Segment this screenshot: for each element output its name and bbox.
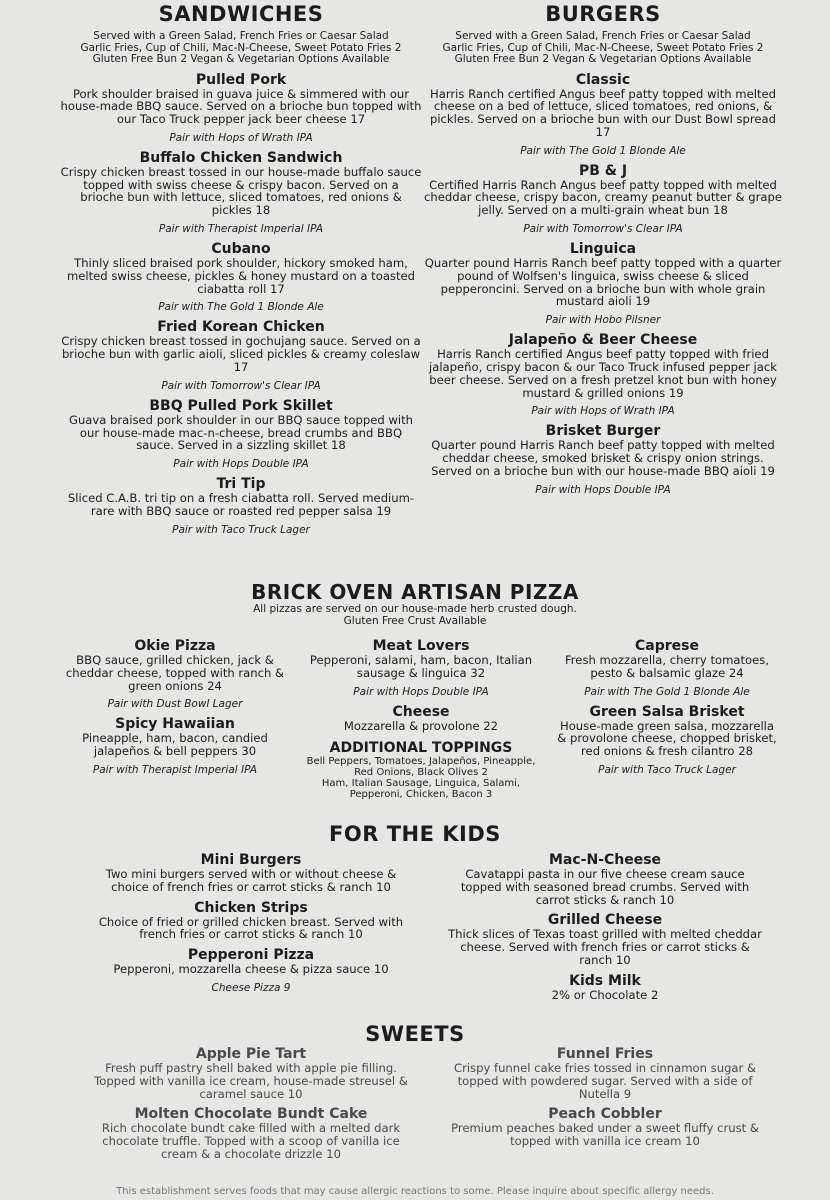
menu-item-name: Tri Tip xyxy=(216,476,266,493)
pizza-note: All pizzas are served on our house-made herb crusted dough. Gluten Free Crust Available xyxy=(253,603,577,627)
menu-item-description: Cavatappi pasta in our five cheese cream sauce topped with seasoned bread crumbs. Served with carrot sticks & ranch 10 xyxy=(460,867,750,907)
sandwiches-note: Served with a Green Salad, French Fries or Caesar Salad Garlic Fries, Cup of Chili, Mac-N-Cheese, Sweet Potato Fries 2 Gluten Free Bun 2 Vegan & Vegetarian Options Available xyxy=(80,30,402,65)
menu-item-name: Caprese xyxy=(635,638,699,654)
menu-item-pairing: Pair with The Gold 1 Blonde Ale xyxy=(584,685,750,698)
menu-item-pairing: Pair with Taco Truck Lager xyxy=(598,763,736,776)
menu-item-name: Peach Cobbler xyxy=(548,1106,662,1123)
menu-item-description: Mozzarella & provolone 22 xyxy=(343,718,499,733)
sandwiches-title: SANDWICHES xyxy=(158,2,324,26)
menu-item-description: Quarter pound Harris Ranch beef patty topped with a quarter pound of Wolfsen's linguica, swiss cheese & sliced pepperoncini. Served on a brioche bun with whole grain mustard aioli 19 xyxy=(424,256,782,309)
menu-item-pairing: Pair with Dust Bowl Lager xyxy=(107,698,243,711)
menu-item-pairing: Pair with Hops Double IPA xyxy=(535,483,671,496)
menu-item-pairing: Pair with Therapist Imperial IPA xyxy=(158,223,324,236)
menu-item-name: Pepperoni Pizza xyxy=(187,947,315,964)
menu-item xyxy=(56,241,426,313)
menu-item-name: Molten Chocolate Bundt Cake xyxy=(134,1106,368,1123)
menu-item-name: Apple Pie Tart xyxy=(195,1046,307,1062)
menu-item-name: Jalapeño & Beer Cheese xyxy=(508,332,698,349)
pizza-right-column xyxy=(552,632,782,776)
menu-item-description: Certified Harris Ranch Angus beef patty topped with melted cheddar cheese, crispy bacon, creamy peanut butter & grape jelly. Served on a multi-grain wheat bun 18 xyxy=(424,177,782,218)
pizza-header xyxy=(0,582,830,627)
sandwiches-section xyxy=(56,4,426,536)
menu-item-description: Harris Ranch certified Angus beef patty topped with melted cheese on a bed of lettuce, sliced tomatoes, red onions, & pickles. Served on a brioche bun with our Dust Bowl spread 17 xyxy=(429,86,777,139)
menu-item-name: Funnel Fries xyxy=(556,1046,654,1062)
menu-item-pairing: Pair with The Gold 1 Blonde Ale xyxy=(158,301,324,314)
menu-item-description: House-made green salsa, mozzarella & provolone cheese, chopped brisket, red onions & fresh cilantro 28 xyxy=(557,718,777,759)
menu-item-description: Sliced C.A.B. tri tip on a fresh ciabatta roll. Served medium-rare with BBQ sauce or roasted red pepper salsa 19 xyxy=(67,491,415,519)
sweets-title: SWEETS xyxy=(365,1022,465,1046)
menu-item-description: Premium peaches baked under a sweet fluffy crust & topped with vanilla ice cream 10 xyxy=(451,1121,759,1149)
toppings-list: Bell Peppers, Tomatoes, Jalapeños, Pineapple, Red Onions, Black Olives 2 Ham, Italian Sausage, Linguica, Salami, Pepperoni, Chicken, Bacon 3 xyxy=(306,756,536,801)
menu-item xyxy=(56,398,426,470)
menu-item xyxy=(440,1106,770,1148)
menu-item-name: BBQ Pulled Pork Skillet xyxy=(149,397,333,414)
menu-item-description: Crispy funnel cake fries tossed in cinnamon sugar & topped with powdered sugar. Served with a side of Nutella 9 xyxy=(453,1061,757,1101)
toppings-title: ADDITIONAL TOPPINGS xyxy=(329,740,513,757)
menu-item-name: Buffalo Chicken Sandwich xyxy=(139,149,343,166)
menu-item-pairing: Pair with The Gold 1 Blonde Ale xyxy=(520,144,686,157)
menu-item xyxy=(60,716,290,776)
menu-item-description: 2% or Chocolate 2 xyxy=(551,987,659,1002)
menu-item-pairing: Pair with Hops Double IPA xyxy=(173,458,309,471)
menu-item-name: Kids Milk xyxy=(569,972,641,989)
menu-item xyxy=(296,638,546,698)
menu-item-description: Pineapple, ham, bacon, candied jalapeños & bell peppers 30 xyxy=(82,731,268,759)
menu-item xyxy=(440,912,770,966)
kids-header xyxy=(0,824,830,845)
menu-item xyxy=(296,704,546,733)
menu-item xyxy=(86,947,416,994)
menu-item xyxy=(440,1046,770,1100)
menu-item-name: Mini Burgers xyxy=(200,852,302,868)
burgers-section xyxy=(418,4,788,496)
kids-left-column xyxy=(86,846,416,994)
menu-item xyxy=(60,638,290,710)
sweets-left-column xyxy=(86,1040,416,1161)
menu-item-name: PB & J xyxy=(578,162,628,179)
menu-item-pairing: Pair with Hops of Wrath IPA xyxy=(531,405,675,418)
menu-item-pairing: Cheese Pizza 9 xyxy=(211,981,291,994)
menu-item xyxy=(552,638,782,698)
menu-item-pairing: Pair with Hops Double IPA xyxy=(353,685,489,698)
menu-item xyxy=(418,241,788,326)
menu-item-name: Linguica xyxy=(569,241,637,258)
menu-item xyxy=(440,852,770,906)
menu-item-pairing: Pair with Hobo Pilsner xyxy=(545,314,661,327)
menu-item-description: Thinly sliced braised pork shoulder, hickory smoked ham, melted swiss cheese, pickles & honey mustard on a toasted ciabatta roll 17 xyxy=(66,256,416,296)
allergy-footer: This establishment serves foods that may cause allergic reactions to some. Please inquire about specific allergy needs. xyxy=(116,1186,714,1197)
menu-item-name: Okie Pizza xyxy=(134,638,216,654)
menu-item-name: Brisket Burger xyxy=(545,423,661,440)
kids-right-column xyxy=(440,846,770,1002)
menu-item xyxy=(56,150,426,235)
menu-item-name: Spicy Hawaiian xyxy=(115,716,235,733)
menu-item-name: Chicken Strips xyxy=(194,899,308,916)
menu-item xyxy=(56,319,426,391)
menu-item-name: Fried Korean Chicken xyxy=(157,319,325,336)
menu-item-description: Pork shoulder braised in guava juice & simmered with our house-made BBQ sauce. Served on a brioche bun topped with our Taco Truck pepper jack beer cheese 17 xyxy=(60,86,422,127)
menu-item xyxy=(86,1046,416,1100)
menu-item xyxy=(86,900,416,942)
menu-item-description: Fresh mozzarella, cherry tomatoes, pesto & balsamic glaze 24 xyxy=(564,653,770,680)
menu-item-description: Crispy chicken breast tossed in our house-made buffalo sauce topped with swiss cheese & crispy bacon. Served on a brioche bun with lettuce, sliced tomatoes, red onions & pickles 18 xyxy=(60,164,422,218)
menu-item-pairing: Pair with Taco Truck Lager xyxy=(172,523,310,536)
burgers-note: Served with a Green Salad, French Fries or Caesar Salad Garlic Fries, Cup of Chili, Mac-N-Cheese, Sweet Potato Fries 2 Gluten Free Bun 2 Vegan & Vegetarian Options Available xyxy=(442,30,764,65)
menu-item-name: Pulled Pork xyxy=(195,71,287,88)
menu-item xyxy=(440,973,770,1002)
menu-item-name: Grilled Cheese xyxy=(547,912,663,929)
kids-title: FOR THE KIDS xyxy=(329,822,501,846)
menu-item xyxy=(56,476,426,536)
menu-item-description: Fresh puff pastry shell baked with apple pie filling. Topped with vanilla ice cream, house-made streusel & caramel sauce 10 xyxy=(94,1061,408,1101)
menu-item-pairing: Pair with Therapist Imperial IPA xyxy=(92,763,258,776)
menu-item-name: Cubano xyxy=(211,241,271,258)
menu-item-pairing: Pair with Tomorrow's Clear IPA xyxy=(161,379,321,392)
burgers-title: BURGERS xyxy=(545,2,661,26)
menu-item xyxy=(418,163,788,235)
burgers-list xyxy=(418,72,788,496)
menu-item xyxy=(86,852,416,894)
menu-item xyxy=(552,704,782,776)
menu-item xyxy=(418,72,788,157)
menu-item-name: Classic xyxy=(575,71,631,88)
pizza-middle-column xyxy=(296,632,546,800)
menu-item-name: Mac-N-Cheese xyxy=(548,852,662,868)
sweets-right-column xyxy=(440,1040,770,1148)
pizza-title: BRICK OVEN ARTISAN PIZZA xyxy=(251,580,579,604)
menu-item-name: Green Salsa Brisket xyxy=(589,703,745,720)
menu-item-description: Guava braised pork shoulder in our BBQ sauce topped with our house-made mac-n-cheese, bread crumbs and BBQ sauce. Served in a sizzling skillet 18 xyxy=(68,412,414,453)
menu-item-name: Cheese xyxy=(392,703,450,720)
menu-item-description: Thick slices of Texas toast grilled with melted cheddar cheese. Served with french fries or carrot sticks & ranch 10 xyxy=(448,927,762,967)
menu-item-description: Harris Ranch certified Angus beef patty topped with fried jalapeño, crispy bacon & our Taco Truck infused pepper jack beer cheese. Served on a fresh pretzel knot bun with honey mustard & grilled onions 19 xyxy=(429,347,777,400)
menu-item-pairing: Pair with Tomorrow's Clear IPA xyxy=(523,223,683,236)
menu-item-description: Pepperoni, salami, ham, bacon, Italian sausage & linguica 32 xyxy=(309,653,533,680)
menu-item-description: Crispy chicken breast tossed in gochujang sauce. Served on a brioche bun with garlic aioli, sliced pickles & creamy coleslaw 17 xyxy=(61,334,421,375)
menu-item-name: Meat Lovers xyxy=(372,638,470,654)
menu-item xyxy=(418,332,788,417)
menu-item-description: Rich chocolate bundt cake filled with a melted dark chocolate truffle. Topped with a scoop of vanilla ice cream & a chocolate drizzle 10 xyxy=(101,1121,401,1161)
sandwiches-list xyxy=(56,72,426,536)
menu-item-description: Two mini burgers served with or without cheese & choice of french fries or carrot sticks & ranch 10 xyxy=(105,867,397,894)
menu-item-description: Quarter pound Harris Ranch beef patty topped with melted cheddar cheese, smoked brisket & crispy onion strings. Served on a brioche bun with our house-made BBQ aioli 19 xyxy=(431,438,775,479)
menu-item-description: BBQ sauce, grilled chicken, jack & cheddar cheese, topped with ranch & green onions 24 xyxy=(65,653,285,693)
menu-item-description: Pepperoni, mozzarella cheese & pizza sauce 10 xyxy=(113,962,389,977)
pizza-left-column xyxy=(60,632,290,776)
menu-item xyxy=(418,423,788,495)
menu-item xyxy=(56,72,426,144)
menu-item-pairing: Pair with Hops of Wrath IPA xyxy=(169,131,313,144)
menu-item-description: Choice of fried or grilled chicken breast. Served with french fries or carrot sticks & ranch 10 xyxy=(98,914,404,942)
menu-item xyxy=(86,1106,416,1160)
